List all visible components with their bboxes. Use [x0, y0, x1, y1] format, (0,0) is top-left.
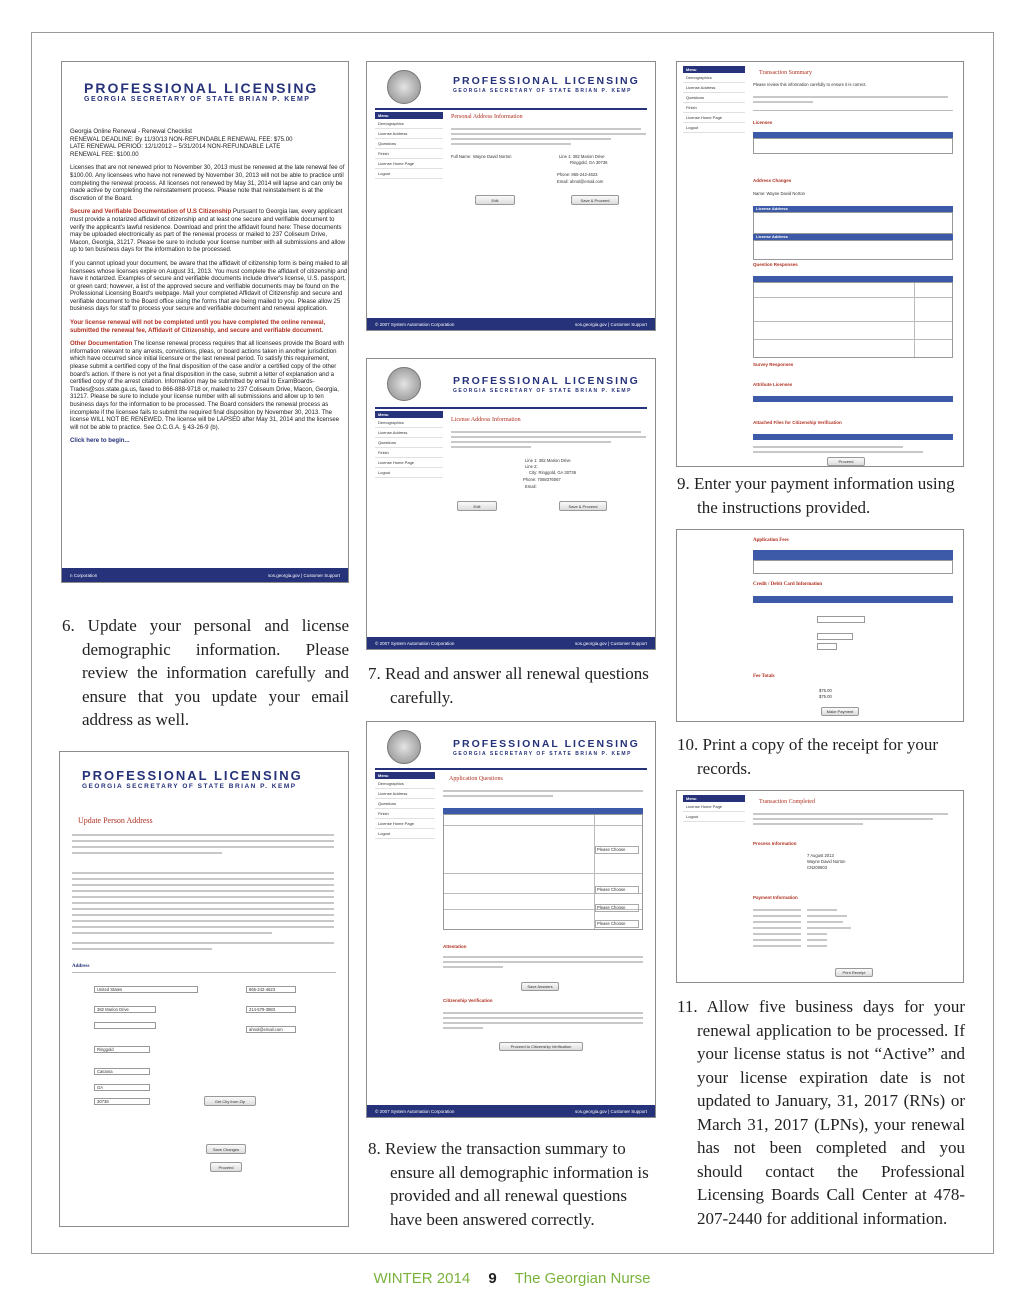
screenshot-license-address — [366, 358, 656, 650]
email-value: Email: ahnol@email.com — [557, 179, 604, 184]
screenshot-transaction-summary — [676, 61, 964, 467]
menu-heading: Menu — [683, 795, 745, 802]
answer-select-4[interactable]: Please Choose — [595, 920, 639, 928]
late-renewal-paragraph: Licenses that are not renewed prior to November 30, 2013 must be renewed at the late renewal fee of $100.00. Any licensees who have not renewed by November 30, 2013 will not be able to practice until completing the renewal process. All licenses not renewed by May 31, 2014 will lapse and can only be made active by completing the reinstatement process. Please note that reinstatement is at the discretion of the Board. — [70, 164, 345, 202]
page-number: 9 — [488, 1270, 497, 1287]
menu-item-demographics[interactable]: Demographics — [683, 73, 745, 83]
county-input[interactable]: Catoosa — [94, 1068, 150, 1075]
license-city: City: Ringgold, GA 30736 — [529, 470, 577, 475]
licenses-heading: Licenses — [753, 120, 773, 125]
section-title: License Address Information — [451, 417, 521, 423]
footer-right[interactable]: sos.georgia.gov | Customer Support — [575, 321, 647, 327]
menu-heading: Menu — [375, 772, 435, 779]
address-line-1: Line 1: 382 Marion Drive — [559, 154, 605, 159]
header-rule — [375, 407, 647, 409]
side-menu — [683, 795, 745, 822]
license-line-2: Line 2: — [525, 464, 538, 469]
menu-item-license-address[interactable]: License Address — [375, 129, 443, 139]
license-phone: Phone: 7068376067 — [523, 477, 561, 482]
payment-info-heading: Payment Information — [753, 895, 798, 900]
screenshot-personal-address — [366, 61, 656, 331]
fee-totals-heading: Fee Totals — [753, 674, 775, 679]
side-menu — [375, 411, 443, 478]
state-seal-icon — [387, 70, 421, 104]
citizenship-heading: Citizenship Verification — [443, 998, 493, 1003]
footer-bar — [62, 568, 348, 582]
address-line-2: Ringgold, GA 30736 — [570, 160, 608, 165]
screenshot-payment — [676, 529, 964, 722]
renewal-warning: Your license renewal will not be completed until you have completed the online renewal, submitted the renewal fee, Affidavit of Citizenship, and secure and verifiable document. — [70, 319, 326, 334]
attribute-table-header — [753, 396, 953, 402]
caption-step-8: 8. Review the transaction summary to ensure all demographic information is provided and all renewal questions have been answered correctly. — [368, 1139, 649, 1229]
print-receipt-button[interactable]: Print Receipt — [835, 968, 873, 977]
caption-step-10: 10. Print a copy of the receipt for your records. — [677, 735, 939, 778]
zip-input[interactable]: 30736 — [94, 1098, 150, 1105]
proceed-button[interactable]: Proceed — [210, 1162, 242, 1172]
footer-season: WINTER 2014 — [373, 1270, 471, 1287]
state-select[interactable]: GA — [94, 1084, 150, 1091]
save-answers-button[interactable]: Save Answers — [521, 982, 559, 991]
menu-item-home[interactable]: License Home Page — [375, 159, 443, 169]
citizenship-heading: Secure and Verifiable Documentation of U.S Citizenship — [70, 208, 232, 216]
section-title: Transaction Summary — [759, 70, 812, 76]
screenshot-renewal-checklist — [61, 61, 349, 583]
header-title: PROFESSIONAL LICENSING — [453, 738, 640, 750]
menu-item-demographics[interactable]: Demographics — [375, 779, 435, 789]
fees-table-header — [753, 550, 953, 560]
page-footer — [0, 1270, 1024, 1287]
footer-left: © 2007 System Automation Corporation — [375, 640, 455, 646]
completed-date: 7 August 2013 — [807, 853, 834, 858]
header-rule — [375, 108, 647, 110]
screenshot-application-questions — [366, 721, 656, 1118]
menu-heading: Menu — [375, 112, 443, 119]
menu-item-finish[interactable]: Finish — [375, 448, 443, 458]
footer-left: © 2007 System Automation Corporation — [375, 1108, 455, 1114]
state-seal-icon — [387, 730, 421, 764]
footer-bar — [367, 1105, 655, 1117]
side-menu — [375, 772, 435, 839]
fax-input[interactable]: 214-579-3883 — [246, 1006, 296, 1013]
card-info-heading: Credit / Debit Card Information — [753, 582, 823, 587]
caption-step-11: 11. Allow five business days for your renewal application to be processed. If your license status is not “Active” and your license expiration date is not updated to January, 31, 2017 (RNs) or March 31, 2017 (LPNs), your renewal has not been completed and you should contact the Professional Licensing Boards Call Center at 478-207-2440 for additional information. — [677, 997, 965, 1228]
answer-select-3[interactable]: Please Choose — [595, 904, 639, 912]
checklist-heading: Georgia Online Renewal - Renewal Checklist — [70, 128, 192, 135]
caption-step-9: 9. Enter your payment information using the instructions provided. — [677, 474, 955, 517]
menu-item-home[interactable]: License Home Page — [683, 802, 745, 812]
menu-item-logout[interactable]: Logout — [375, 468, 443, 478]
menu-item-questions[interactable]: Questions — [683, 93, 745, 103]
summary-intro: Please review this information carefully to ensure it is correct. — [753, 82, 867, 87]
process-info-heading: Process Information — [753, 841, 797, 846]
fee-line-2: LATE RENEWAL PERIOD: 12/1/2012 – 5/31/2014 NON-REFUNDABLE LATE — [70, 143, 281, 151]
address-heading: Address — [72, 964, 90, 969]
menu-item-home[interactable]: License Home Page — [375, 819, 435, 829]
section-title: Update Person Address — [78, 816, 153, 825]
footer-bar — [367, 318, 655, 330]
affidavit-paragraph: If you cannot upload your document, be aware that the affidavit of citizenship form is being mailed to all licensees whose licenses expire on August 31, 2013. You must complete the affidavit of citizenship and have it notarized. Examples of secure and verifiable documents include driver's license, U.S. passport, or green card; however, a list of the approved secure and verifiable documents may be found on the Professional Licensing Board's webpage. Mail your completed Affidavit of Citizenship and secure and verifiable document to the Board office using the forms that are being mailed to you. Please allow 25 business days for staff to process your secure and verifiable document and renewal application. — [70, 259, 348, 313]
footer-right[interactable]: sos.georgia.gov | Customer Support — [575, 1108, 647, 1114]
screenshot-update-address — [59, 751, 349, 1227]
footer-left: © 2007 System Automation Corporation — [375, 321, 455, 327]
city-input[interactable]: Ringgold — [94, 1046, 150, 1053]
phone-value: Phone: 865-242-4623 — [557, 172, 598, 177]
full-name-label: Full Name: — [451, 154, 472, 159]
header-title: PROFESSIONAL LICENSING — [453, 75, 640, 87]
completed-license: CN200603 — [807, 865, 828, 870]
attached-files-heading: Attached Files for Citizenship Verification — [753, 420, 842, 425]
total-amount: $75.00 — [819, 694, 832, 699]
header-subtitle: GEORGIA SECRETARY OF STATE BRIAN P. KEMP — [453, 388, 632, 394]
section-title: Application Questions — [449, 776, 503, 782]
menu-item-finish[interactable]: Finish — [375, 809, 435, 819]
menu-item-license-address[interactable]: License Address — [375, 789, 435, 799]
license-address-bar-2: License Address — [753, 234, 953, 240]
caption-step-7: 7. Read and answer all renewal questions carefully. — [368, 664, 649, 707]
attached-table-header — [753, 434, 953, 440]
section-title: Transaction Completed — [759, 799, 815, 805]
header-subtitle: GEORGIA SECRETARY OF STATE BRIAN P. KEMP — [84, 96, 311, 103]
license-address-box-1 — [753, 212, 953, 234]
other-documentation-heading: Other Documentation — [70, 340, 133, 348]
other-documentation-paragraph: The license renewal process requires that all licensees provide the Board with information relevant to any arrests, convictions, pleas, or board actions taken in another jurisdiction which have occurred since initial licensure or the last renewal period. To satisfy this requirement, please submit a certified copy of the final disposition of the case and/or a certified copy of the other board's action. If there is not yet a final disposition in the case, submit a letter of explanation and a certified copy of the arrest citation. Information may be submitted by email to ExamBoards-Trades@sos.state.ga.us, faxed to 866-888-9718 or, mailed to 237 Coliseum Drive, Macon, Georgia, 31217. Please be sure to include your license number with all submissions and allow up to ten business days for the information to be processed. The Board considers the renewal process as incomplete if the licensee fails to submit the required final disposition by November 30, 2013. The license WILL NOT BE RENEWED. The license will be LAPSED after May 31, 2014 and the licensee will not be able to practice. See O.C.G.A. § 43-26-9 (b). — [70, 340, 344, 431]
survey-responses-heading: Survey Responses — [753, 362, 794, 367]
edit-button[interactable]: Edit — [475, 195, 515, 205]
menu-heading: Menu — [683, 66, 745, 73]
header-title: PROFESSIONAL LICENSING — [84, 80, 319, 96]
menu-item-questions[interactable]: Questions — [375, 139, 443, 149]
header-subtitle: GEORGIA SECRETARY OF STATE BRIAN P. KEMP — [453, 88, 632, 94]
fee-line-1: RENEWAL DEADLINE: By 11/30/13 NON-REFUNDABLE RENEWAL FEE: $75.00 — [70, 135, 293, 143]
address-line1-input[interactable]: 382 Marion Drive — [94, 1006, 156, 1013]
menu-item-logout[interactable]: Logout — [683, 123, 745, 133]
license-address-box-2 — [753, 240, 953, 260]
header-subtitle: GEORGIA SECRETARY OF STATE BRIAN P. KEMP — [82, 783, 297, 790]
license-email: Email: — [525, 484, 537, 489]
begin-link[interactable]: Click here to begin... — [70, 437, 130, 445]
get-city-from-zip-button[interactable]: Get City from Zip — [204, 1096, 256, 1106]
license-address-bar-1: License Address — [753, 206, 953, 212]
questions-table — [753, 282, 953, 358]
phone-input[interactable]: 865-242-4623 — [246, 986, 296, 993]
menu-item-logout[interactable]: Logout — [375, 169, 443, 179]
save-changes-button[interactable]: Save Changes — [206, 1144, 246, 1154]
save-proceed-button[interactable]: Save & Proceed — [559, 501, 607, 511]
header-title: PROFESSIONAL LICENSING — [82, 768, 303, 783]
menu-heading: Menu — [375, 411, 443, 418]
menu-item-home[interactable]: License Home Page — [375, 458, 443, 468]
application-fees-heading: Application Fees — [753, 538, 789, 543]
side-menu — [375, 112, 443, 179]
full-name-value: Wayne David Norton — [473, 154, 512, 159]
menu-item-license-address[interactable]: License Address — [375, 428, 443, 438]
fees-table — [753, 560, 953, 574]
header-rule — [375, 768, 647, 770]
side-menu — [683, 66, 745, 133]
edit-button[interactable]: Edit — [457, 501, 497, 511]
menu-item-home[interactable]: License Home Page — [683, 113, 745, 123]
menu-item-finish[interactable]: Finish — [375, 149, 443, 159]
card-type-select[interactable] — [817, 616, 865, 623]
proceed-citizenship-button[interactable]: Proceed to Citizenship Verification — [499, 1042, 583, 1051]
menu-item-logout[interactable]: Logout — [375, 829, 435, 839]
footer-left: n Corporation — [70, 572, 98, 578]
country-select[interactable]: United States — [94, 986, 198, 993]
footer-right[interactable]: sos.georgia.gov | Customer Support — [575, 640, 647, 646]
header-title: PROFESSIONAL LICENSING — [453, 375, 640, 387]
fee-amount: $75.00 — [819, 688, 832, 693]
menu-item-demographics[interactable]: Demographics — [375, 418, 443, 428]
fee-line-3: RENEWAL FEE: $100.00 — [70, 150, 139, 158]
completed-applicant: Wayne David Norton — [807, 859, 846, 864]
menu-item-finish[interactable]: Finish — [683, 103, 745, 113]
menu-item-questions[interactable]: Questions — [375, 799, 435, 809]
footer-right[interactable]: sos.georgia.gov | Customer Support — [268, 572, 340, 578]
menu-item-license-address[interactable]: License Address — [683, 83, 745, 93]
header-subtitle: GEORGIA SECRETARY OF STATE BRIAN P. KEMP — [453, 751, 632, 757]
footer-bar — [367, 637, 655, 649]
proceed-button[interactable]: Proceed — [827, 457, 865, 466]
magazine-title: The Georgian Nurse — [514, 1270, 651, 1287]
address-changes-heading: Address Changes — [753, 178, 792, 183]
menu-item-questions[interactable]: Questions — [375, 438, 443, 448]
section-title: Personal Address Information — [451, 114, 523, 120]
email-input[interactable]: ahnol@email.com — [246, 1026, 296, 1033]
attestation-heading: Attestation — [443, 944, 467, 949]
summary-name: Name: Wayne David Norton — [753, 191, 805, 196]
questions-table — [443, 814, 643, 930]
question-responses-heading: Question Responses — [753, 262, 798, 267]
cvv-input[interactable] — [817, 643, 837, 650]
answer-select-1[interactable]: Please Choose — [595, 846, 639, 854]
caption-step-6: 6. Update your personal and license demographic information. Please review the information carefully and ensure that you update your email address as well. — [62, 616, 349, 729]
screenshot-transaction-completed — [676, 790, 964, 983]
license-line-1: Line 1: 382 Marion Drive — [525, 458, 571, 463]
state-seal-icon — [387, 367, 421, 401]
card-type-bar — [753, 596, 953, 603]
licenses-table — [753, 138, 953, 154]
address-line2-input[interactable] — [94, 1022, 156, 1029]
menu-item-demographics[interactable]: Demographics — [375, 119, 443, 129]
citizenship-paragraph: Pursuant to Georgia law, every applicant must provide a notarized affidavit of citizenship and at least one secure and verifiable document to verify the applicant's lawful residence. Download and print the affidavit found here: These documents may be uploaded electronically as part of the renewal process or mailed to 237 Coliseum Drive, Macon, Georgia, 31217. Please be sure to include your license number with all submissions and allow up to ten business days for the information to be processed. — [70, 208, 346, 254]
menu-item-logout[interactable]: Logout — [683, 812, 745, 822]
attribute-licenses-heading: Attribute Licenses — [753, 382, 793, 387]
answer-select-2[interactable]: Please Choose — [595, 886, 639, 894]
make-payment-button[interactable]: Make Payment — [821, 707, 859, 716]
save-proceed-button[interactable]: Save & Proceed — [571, 195, 619, 205]
expiration-select[interactable] — [817, 633, 853, 640]
